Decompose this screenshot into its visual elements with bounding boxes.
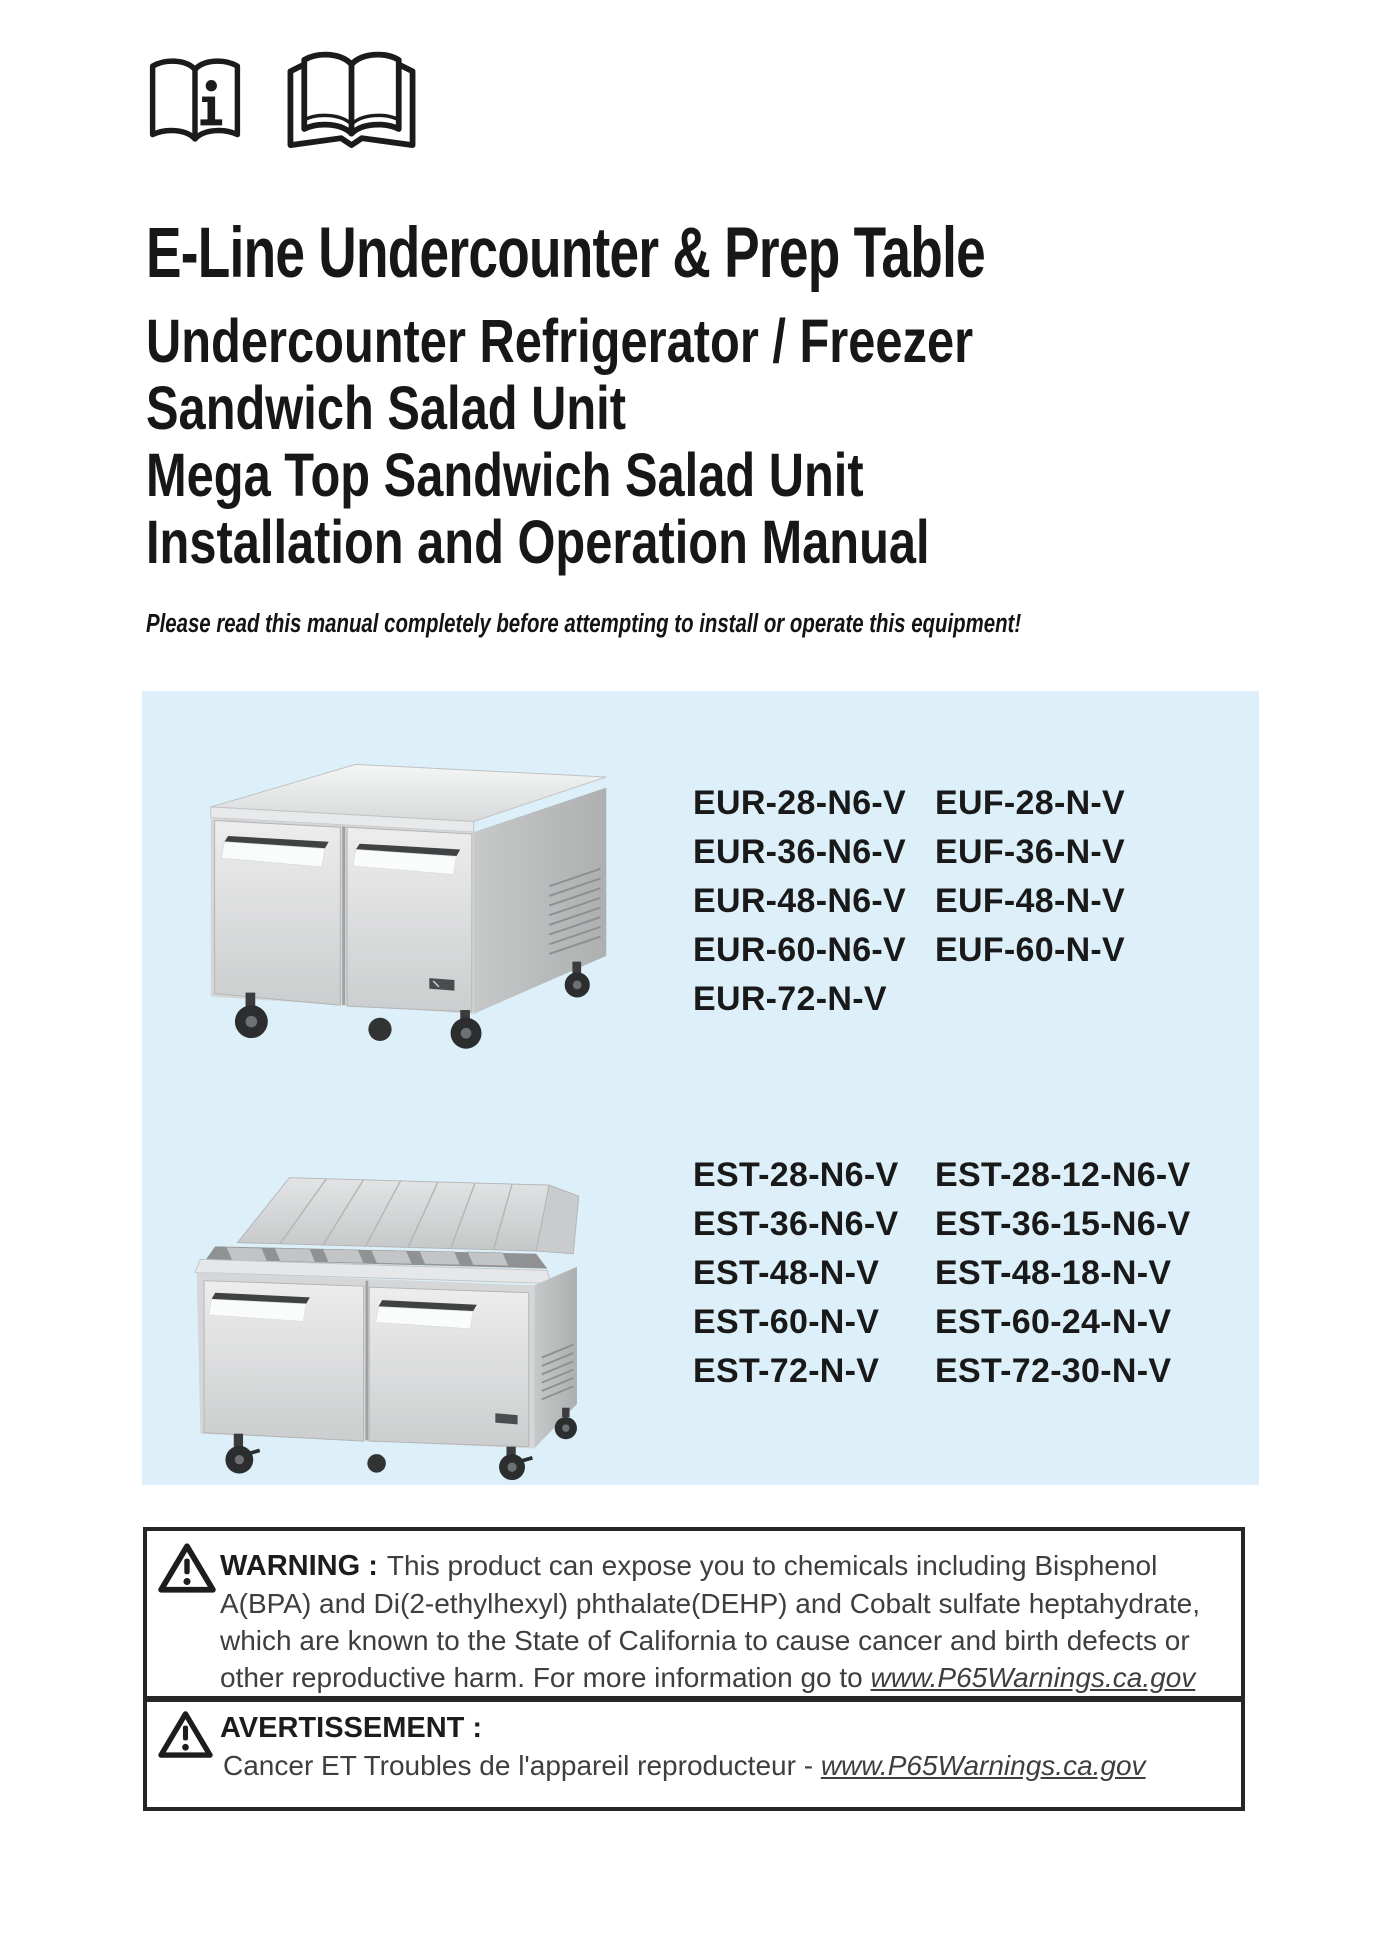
open-book-info-icon	[137, 52, 253, 157]
model-number: EUR-60-N6-V	[693, 931, 907, 969]
model-number: EUF-60-N-V	[935, 931, 1126, 969]
model-list-freezer	[935, 779, 1125, 975]
warning-box-french	[143, 1698, 1245, 1811]
page-title-text: E-Line Undercounter & Prep Table	[146, 214, 985, 293]
warning-triangle-icon	[158, 1710, 213, 1764]
model-number: EST-72-N-V	[693, 1352, 880, 1390]
model-list-refrigerator	[693, 779, 906, 1024]
p65-warnings-link[interactable]: www.P65Warnings.ca.gov	[870, 1662, 1196, 1693]
avertissement-label: AVERTISSEMENT :	[220, 1712, 483, 1744]
model-number: EST-48-N-V	[693, 1254, 880, 1292]
cover-pictograms	[137, 46, 424, 157]
model-number: EUR-72-N-V	[693, 980, 887, 1018]
prep-table-image	[148, 1161, 608, 1486]
model-number: EST-28-12-N6-V	[935, 1156, 1191, 1194]
product-panel	[142, 691, 1259, 1485]
model-number: EST-60-24-N-V	[935, 1303, 1172, 1341]
page-title	[146, 213, 1265, 294]
open-book-icon	[279, 46, 424, 157]
model-number: EST-60-N-V	[693, 1303, 880, 1341]
warning-label: WARNING :	[220, 1550, 378, 1582]
read-notice: Please read this manual completely before attempting to install or operate this equipment!	[146, 610, 1022, 638]
model-number: EST-36-15-N6-V	[935, 1205, 1191, 1243]
subtitle-line: Installation and Operation Manual	[146, 508, 930, 576]
warning-paragraph	[220, 1547, 1236, 1696]
warning-box-english	[143, 1527, 1245, 1700]
model-number: EUF-28-N-V	[935, 784, 1126, 822]
model-number: EST-48-18-N-V	[935, 1254, 1172, 1292]
model-number: EUR-48-N6-V	[693, 882, 907, 920]
model-number: EST-72-30-N-V	[935, 1352, 1172, 1390]
subtitle-line: Mega Top Sandwich Salad Unit	[146, 441, 864, 509]
model-list-prep-table	[693, 1151, 898, 1396]
p65-warnings-link[interactable]: www.P65Warnings.ca.gov	[820, 1750, 1146, 1781]
avertissement-text	[223, 1750, 1146, 1782]
warning-body-text: This product can expose you to chemicals including Bisphenol A(BPA) and Di(2-ethylhexyl) phthalate(DEHP) and Cobalt sulfate heptahydrate, which are known to the State of California to cause cancer and birth defects or other reproductive harm. For more information go to	[220, 1550, 1200, 1693]
model-number: EUR-28-N6-V	[693, 784, 907, 822]
model-list-mega-top	[935, 1151, 1191, 1396]
model-number: EUR-36-N6-V	[693, 833, 907, 871]
subtitle-line: Undercounter Refrigerator / Freezer	[146, 307, 974, 375]
model-number: EST-28-N6-V	[693, 1156, 899, 1194]
warning-triangle-icon	[158, 1542, 216, 1599]
subtitle-block	[146, 308, 1180, 576]
model-number: EST-36-N6-V	[693, 1205, 899, 1243]
model-number: EUF-48-N-V	[935, 882, 1126, 920]
avertissement-body-text: Cancer ET Troubles de l'appareil reproducteur -	[223, 1750, 821, 1781]
subtitle-line: Sandwich Salad Unit	[146, 374, 626, 442]
undercounter-refrigerator-image	[174, 731, 614, 1061]
model-number: EUF-36-N-V	[935, 833, 1126, 871]
